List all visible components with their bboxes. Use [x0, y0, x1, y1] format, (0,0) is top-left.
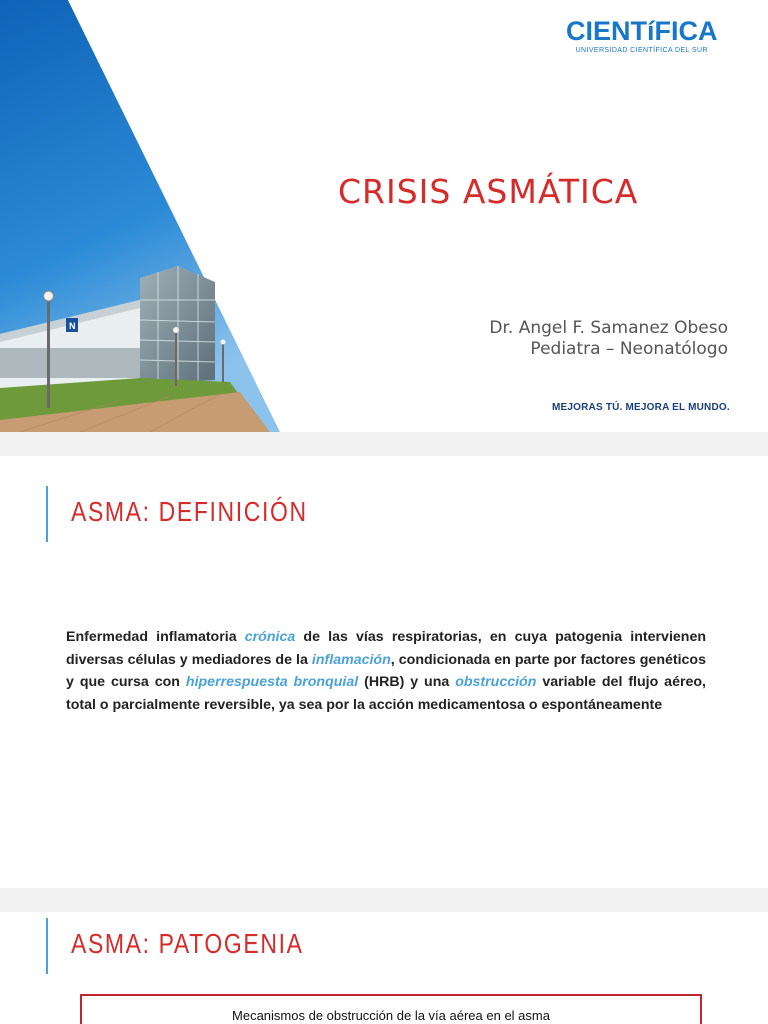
university-logo	[566, 16, 718, 56]
university-motto: MEJORAS TÚ. MEJORA EL MUNDO.	[552, 402, 730, 413]
heading-accent-bar	[46, 486, 48, 542]
definition-heading: ASMA: DEFINICIÓN	[71, 496, 308, 527]
definition-paragraph	[66, 626, 706, 716]
author-block	[489, 318, 728, 360]
highlight-hiperrespuesta: hiperrespuesta bronquial	[185, 674, 359, 690]
building-sign: N	[69, 321, 76, 331]
para-text-3: , condicionada en parte por factores genéticos y que cursa con	[66, 651, 706, 690]
para-text-5: variable del flujo aéreo, total o parcialmente reversible, ya sea por la acción medicamentosa o espontáneamente	[66, 674, 706, 713]
highlight-obstruccion: obstrucción	[455, 674, 537, 690]
para-text-4: (HRB) y una	[358, 674, 456, 690]
mechanisms-box	[80, 994, 702, 1024]
highlight-cronica: crónica	[244, 629, 296, 645]
pathogenesis-slide	[0, 912, 768, 1024]
para-text-2: de las vías respiratorias, en cuya patogenia intervienen diversas células y mediadores de la	[66, 629, 706, 668]
logo-subtitle: UNIVERSIDAD CIENTÍFICA DEL SUR	[575, 47, 708, 54]
author-role: Pediatra – Neonatólogo	[530, 339, 728, 359]
presentation-title: CRISIS ASMÁTICA	[338, 172, 639, 211]
highlight-inflamacion: inflamación	[311, 651, 391, 668]
slide-separator	[0, 432, 768, 456]
slide-separator	[0, 888, 768, 912]
heading-accent-bar	[46, 918, 48, 974]
logo-brand: CIENTíFICA	[566, 16, 718, 46]
pathogenesis-heading: ASMA: PATOGENIA	[71, 928, 304, 959]
campus-photo	[0, 0, 290, 432]
author-name: Dr. Angel F. Samanez Obeso	[489, 318, 728, 338]
title-slide	[0, 0, 768, 432]
para-text-1: Enfermedad inflamatoria	[66, 629, 245, 645]
mechanisms-box-title: Mecanismos de obstrucción de la vía aérea en el asma	[232, 1008, 550, 1023]
definition-slide	[0, 456, 768, 888]
